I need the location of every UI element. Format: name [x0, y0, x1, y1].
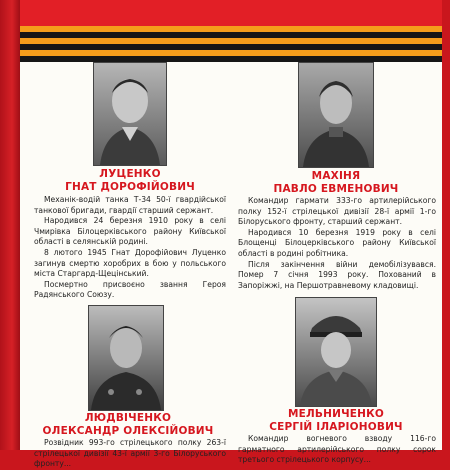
surname-makhinia: МАХІНЯ: [311, 170, 361, 182]
biography-melnychenko: [238, 434, 436, 466]
red-banner-strip: [20, 0, 442, 26]
given-names-melnychenko: СЕРГІЙ ІЛАРІОНОВИЧ: [269, 421, 403, 433]
bio-paragraph: Розвідник 993-го стрілецького полку 263-ї стрілецької дивізії 43-ї армії 3-го Білоруського фронту...: [34, 438, 226, 469]
portrait-melnychenko-icon: [296, 298, 376, 406]
portrait-liudvichenko-icon: [89, 306, 163, 410]
bio-paragraph: Командир гармати 333-го артилерійського полку 152-ї стрілецької дивізії 28-ї армії 1-го Білоруського фронту, старший сержант.: [238, 196, 436, 227]
bio-paragraph: Командир вогневого взводу 116-го гарматного артилерійського полку сорок третього стрілецького корпусу...: [238, 434, 436, 465]
surname-melnychenko: МЕЛЬНИЧЕНКО: [287, 408, 385, 420]
portrait-photo-melnychenko: [295, 297, 377, 407]
ribbon-stripes: [20, 26, 442, 62]
bio-paragraph: Після закінчення війни демобілізувався. Помер 7 січня 1993 року. Похований в Запоріжжі, на Першотравневому кладовищі.: [238, 259, 436, 290]
person-name-lutsenko: [40, 168, 220, 194]
person-name-makhinia: [246, 170, 426, 196]
portrait-photo-makhinia: [298, 62, 374, 168]
book-spine-edge: [0, 0, 20, 450]
biography-makhinia: [238, 196, 436, 291]
portrait-photo-lutsenko: [93, 62, 167, 166]
given-names-makhinia: ПАВЛО ЕВМЕНОВИЧ: [273, 183, 399, 195]
portrait-photo-liudvichenko: [88, 305, 164, 411]
book-page: [20, 0, 442, 469]
bio-paragraph: Посмертно присвоєно звання Героя Радянського Союзу.: [34, 279, 226, 300]
bio-paragraph: Народився 24 березня 1910 року в селі Чмирівка Білоцерківського району Київської області в селянській родині.: [34, 216, 226, 247]
bio-paragraph: Механік-водій танка Т-34 50-ї гвардійської танкової бригади, гвардії старший сержант.: [34, 195, 226, 215]
surname-lutsenko: ЛУЦЕНКО: [99, 168, 161, 180]
biography-liudvichenko: [34, 438, 226, 470]
page-right-edge: [442, 0, 450, 450]
person-name-liudvichenko: [38, 412, 218, 438]
given-names-lutsenko: ГНАТ ДОРОФІЙОВИЧ: [65, 181, 195, 193]
portrait-makhinia-icon: [299, 63, 373, 167]
bio-paragraph: 8 лютого 1945 Гнат Дорофійович Луценко загинув смертю хоробрих в бою у польського міста Старгард-Щецінський.: [34, 247, 226, 279]
portrait-lutsenko-icon: [94, 63, 166, 165]
surname-liudvichenko: ЛЮДВІЧЕНКО: [84, 412, 172, 424]
biography-lutsenko: [34, 195, 226, 301]
bio-paragraph: Народився 10 березня 1919 року в селі Блощенці Білоцерківського району Київської області в родині робітника.: [238, 227, 436, 258]
person-name-melnychenko: [246, 408, 426, 434]
given-names-liudvichenko: ОЛЕКСАНДР ОЛЕКСІЙОВИЧ: [42, 425, 214, 437]
st-george-ribbon-banner: [20, 0, 442, 60]
